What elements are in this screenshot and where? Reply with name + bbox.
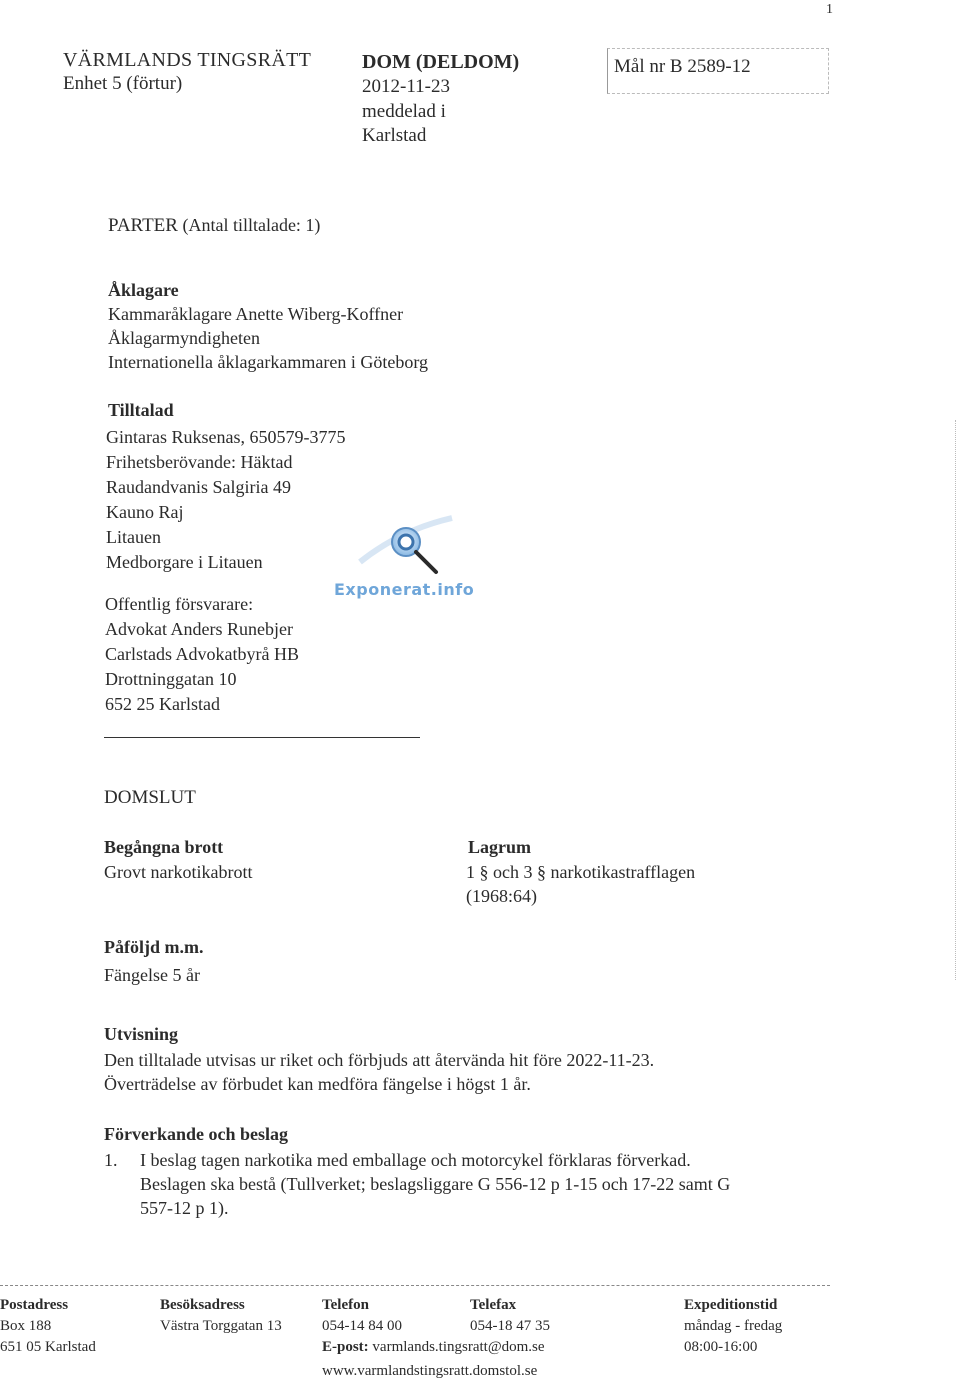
page-number: 1 — [826, 2, 833, 17]
footer-email — [322, 1337, 545, 1358]
legal-basis-title: Lagrum — [468, 837, 531, 857]
footer-postal — [0, 1295, 96, 1358]
footer-phone-line: 054-14 84 00 — [322, 1318, 402, 1334]
offences-text: Grovt narkotikabrott — [104, 862, 253, 882]
delivered-label: meddelad i — [362, 101, 446, 122]
footer-visiting-line: Västra Torggatan 13 — [160, 1318, 282, 1334]
defendant-line: Kauno Raj — [106, 502, 184, 522]
footer-phone-heading: Telefon — [322, 1297, 369, 1313]
footer-hours-heading: Expeditionstid — [684, 1297, 778, 1313]
footer-divider — [0, 1285, 830, 1286]
defendant-line: Litauen — [106, 527, 161, 547]
forfeiture-number: 1. — [104, 1150, 118, 1170]
parties-heading — [108, 213, 320, 238]
footer-fax-heading: Telefax — [470, 1297, 517, 1313]
counsel-line: 652 25 Karlstad — [105, 694, 220, 714]
prosecutor-line: Åklagarmyndigheten — [108, 328, 260, 348]
counsel-line: Advokat Anders Runebjer — [105, 619, 293, 639]
parties-heading-label: PARTER — [108, 215, 178, 236]
defendant-line: Raudandvanis Salgiria 49 — [106, 477, 291, 497]
forfeiture-line: I beslag tagen narkotika med emballage och motorcykel förklaras förverkad. — [140, 1150, 691, 1170]
forfeiture-line: Beslagen ska bestå (Tullverket; beslagsliggare G 556-12 p 1-15 och 17-22 samt G — [140, 1174, 731, 1194]
footer-fax — [470, 1295, 550, 1337]
counsel-line: Drottninggatan 10 — [105, 669, 237, 689]
expulsion-title: Utvisning — [104, 1024, 179, 1044]
forfeiture-line: 557-12 p 1). — [140, 1198, 229, 1218]
prosecutor-title: Åklagare — [108, 280, 179, 300]
case-number: Mål nr B 2589-12 — [614, 56, 751, 77]
defendant-line: Frihetsberövande: Häktad — [106, 452, 293, 472]
scan-margin-mark — [955, 420, 956, 980]
footer-postal-line: 651 05 Karlstad — [0, 1339, 96, 1355]
footer-postal-line: Box 188 — [0, 1318, 52, 1334]
footer-email-label: E-post: — [322, 1339, 369, 1355]
watermark-text: Exponerat.info — [334, 580, 475, 599]
footer-email-address[interactable]: varmlands.tingsratt@dom.se — [372, 1339, 545, 1355]
court-name: VÄRMLANDS TINGSRÄTT — [63, 49, 312, 71]
footer-hours — [684, 1295, 782, 1358]
footer-website[interactable]: www.varmlandstingsratt.domstol.se — [322, 1363, 538, 1379]
legal-basis-line: 1 § och 3 § narkotikastrafflagen — [466, 862, 696, 882]
court-unit: Enhet 5 (förtur) — [63, 73, 183, 94]
expulsion-line: Den tilltalade utvisas ur riket och förbjuds att återvända hit före 2022-11-23. — [104, 1050, 655, 1070]
verdict-heading: DOMSLUT — [104, 787, 196, 808]
sanction-title: Påföljd m.m. — [104, 937, 204, 957]
magnifier-icon — [340, 510, 490, 580]
judgment-date: 2012-11-23 — [362, 76, 450, 97]
footer-hours-line: måndag - fredag — [684, 1318, 783, 1334]
footer-visiting-heading: Besöksadress — [160, 1297, 245, 1313]
document-type: DOM (DELDOM) — [362, 51, 520, 73]
prosecutor-line: Kammaråklagare Anette Wiberg-Koffner — [108, 304, 404, 324]
parties-heading-note: (Antal tilltalade: 1) — [182, 215, 321, 235]
delivered-place: Karlstad — [362, 125, 427, 146]
defendant-line: Gintaras Ruksenas, 650579-3775 — [106, 427, 346, 447]
offences-title: Begångna brott — [104, 837, 224, 857]
forfeiture-title: Förverkande och beslag — [104, 1124, 288, 1144]
counsel-line: Carlstads Advokatbyrå HB — [105, 644, 299, 664]
footer-hours-line: 08:00-16:00 — [684, 1339, 758, 1355]
prosecutor-line: Internationella åklagarkammaren i Göteborg — [108, 352, 429, 372]
footer-visiting — [160, 1295, 282, 1337]
counsel-line: Offentlig försvarare: — [105, 594, 254, 614]
watermark-logo — [334, 510, 490, 600]
defendant-title: Tilltalad — [108, 400, 174, 420]
legal-basis-line: (1968:64) — [466, 886, 537, 906]
footer-postal-heading: Postadress — [0, 1297, 69, 1313]
footer-fax-line: 054-18 47 35 — [470, 1318, 550, 1334]
sanction-text: Fängelse 5 år — [104, 965, 200, 985]
section-divider — [104, 737, 420, 738]
defendant-line: Medborgare i Litauen — [106, 552, 263, 572]
expulsion-line: Överträdelse av förbudet kan medföra fängelse i högst 1 år. — [104, 1074, 531, 1094]
